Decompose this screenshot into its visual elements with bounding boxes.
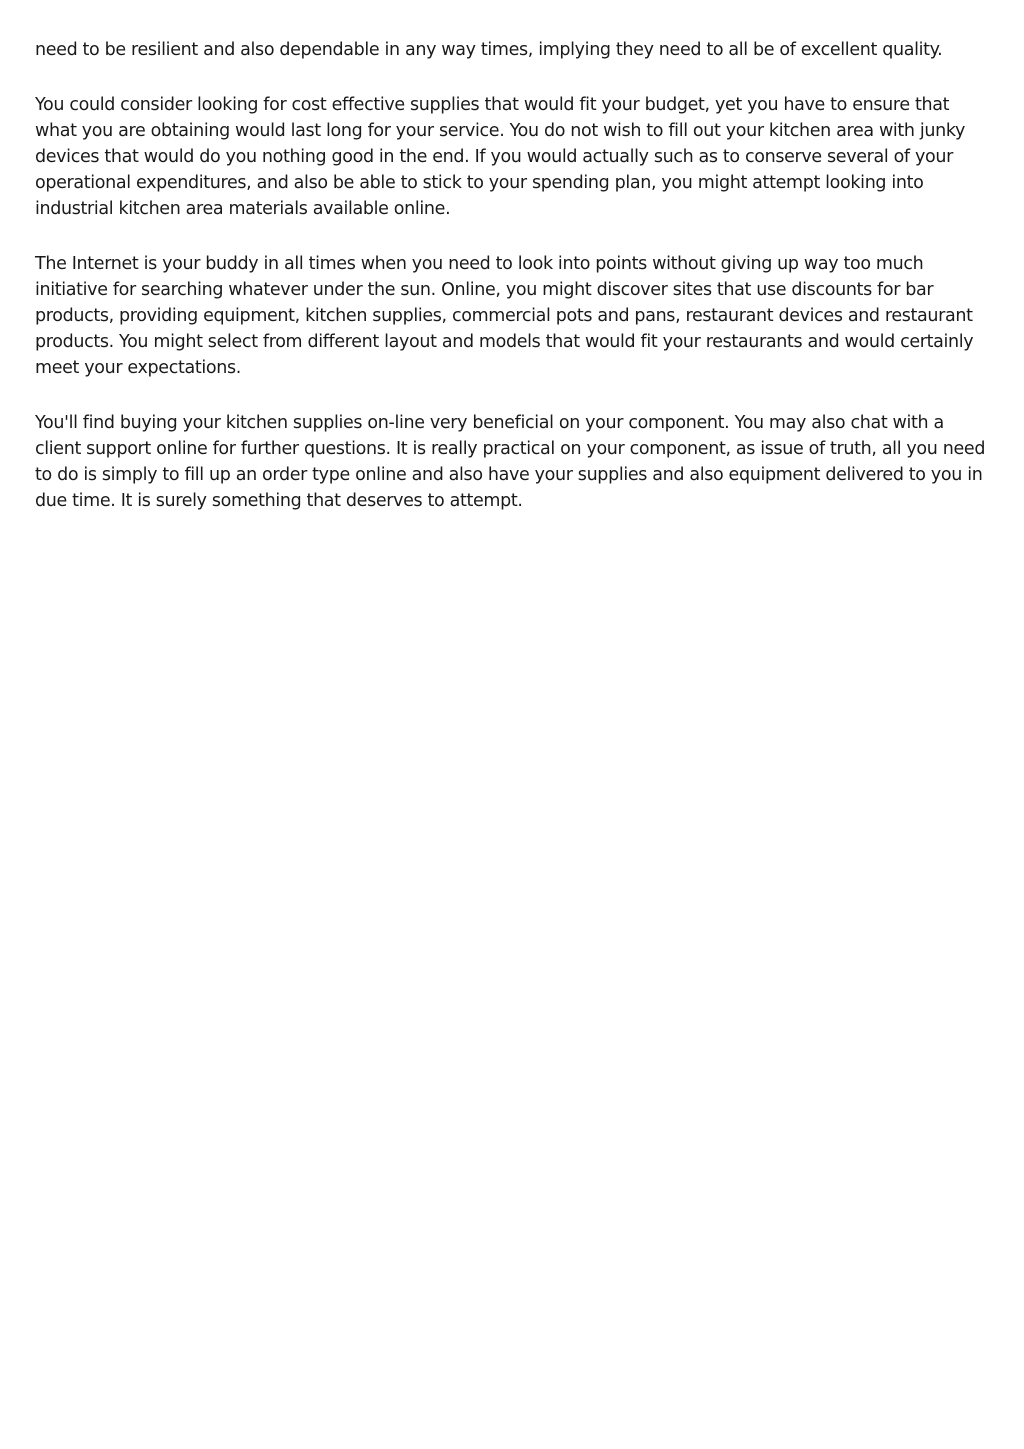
document-page bbox=[35, 37, 993, 543]
paragraph-2: You could consider looking for cost effective supplies that would fit your budget, yet you have to ensure that what you are obtaining would last long for your service. You do not wish to fill out your kitchen area with junky devices that would do you nothing good in the end. If you would actually such as to conserve several of your operational expenditures, and also be able to stick to your spending plan, you might attempt looking into industrial kitchen area materials available online. bbox=[35, 95, 966, 219]
paragraph-3: The Internet is your buddy in all times when you need to look into points without giving up way too much initiative for searching whatever under the sun. Online, you might discover sites that use discounts for bar products, providing equipment, kitchen supplies, commercial pots and pans, restaurant devices and restaurant products. You might select from different layout and models that would fit your restaurants and would certainly meet your expectations. bbox=[35, 254, 974, 378]
paragraph-1: need to be resilient and also dependable in any way times, implying they need to all be of excellent quality. bbox=[35, 40, 943, 60]
paragraph-4: You'll find buying your kitchen supplies on-line very beneficial on your component. You may also chat with a client support online for further questions. It is really practical on your component, as issue of truth, all you need to do is simply to fill up an order type online and also have your supplies and also equipment delivered to you in due time. It is surely something that deserves to attempt. bbox=[35, 413, 986, 511]
